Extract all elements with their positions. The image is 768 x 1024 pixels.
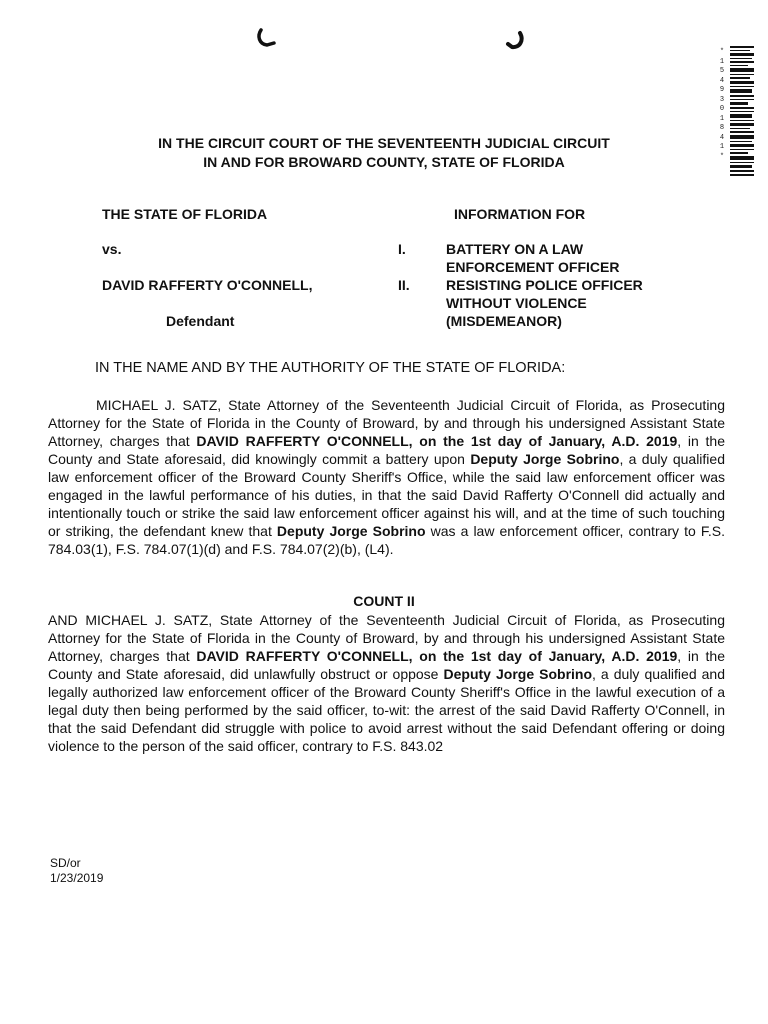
count-2-heading: COUNT II: [353, 593, 415, 609]
count-1-text: , in the County and State aforesaid, did knowingly commit a battery upon: [48, 433, 725, 467]
footer-notes: [50, 856, 103, 886]
count-1-text: was a law enforcement officer, contrary to F.S. 784.03(1), F.S. 784.07(1)(d) and F.S. 784.07(2)(b), (L4).: [48, 523, 725, 557]
preparer-initials: SD/or: [50, 856, 81, 870]
defendant-and-date: DAVID RAFFERTY O'CONNELL, on the 1st day of January, A.D. 2019: [196, 648, 678, 664]
caption-defendant-name: DAVID RAFFERTY O'CONNELL,: [102, 277, 313, 293]
authority-statement: IN THE NAME AND BY THE AUTHORITY OF THE STATE OF FLORIDA:: [95, 360, 566, 376]
charges-list: [446, 240, 643, 330]
count-number-1: I.: [398, 241, 406, 257]
barcode-number: *1549301841*: [719, 48, 725, 161]
count-2-text: , a duly qualified and legally authorized law enforcement officer of the Broward County Sheriff's Office in the lawful execution of a legal duty then being performed by the said officer, to-wit: the arrest of the said David Rafferty O'Connell, in that the said Defendant did struggle with police to avoid arrest without the said Defendant offering or doing violence to the person of the said officer, contrary to F.S. 843.02: [48, 666, 726, 754]
count-2-text: , in the County and State aforesaid, did unlawfully obstruct or oppose: [48, 648, 725, 682]
victim-name: Deputy Jorge Sobrino: [276, 523, 426, 539]
caption-defendant-label: Defendant: [166, 313, 235, 329]
count-1-paragraph: [48, 396, 725, 558]
count-2-paragraph: [48, 611, 725, 755]
punch-hole-mark-right: [504, 30, 526, 52]
count-1-text: , a duly qualified law enforcement officer of the Broward County Sheriff's Office, while the said law enforcement officer was engaged in the lawful performance of his duties, in that the said David Rafferty O'Connell did actually and intentionally touch or strike the said law enforcement officer against his will, and at the time of such touching or striking, the defendant knew that: [48, 451, 725, 539]
charge-line: BATTERY ON A LAW: [446, 241, 584, 257]
victim-name: Deputy Jorge Sobrino: [443, 666, 593, 682]
victim-name: Deputy Jorge Sobrino: [470, 451, 620, 467]
caption-vs: vs.: [102, 241, 122, 257]
punch-hole-mark-left: [255, 26, 277, 48]
caption-information-for: INFORMATION FOR: [454, 206, 586, 222]
charge-line: WITHOUT VIOLENCE: [446, 295, 587, 311]
charge-line: RESISTING POLICE OFFICER: [446, 277, 643, 293]
count-2-text: AND MICHAEL J. SATZ, State Attorney of the Seventeenth Judicial Circuit of Florida, as Prosecuting Attorney for the State of Florida in the County of Broward, by and through his undersigned Assistant State Attorney, charges that: [48, 612, 725, 664]
charge-line: (MISDEMEANOR): [446, 313, 562, 329]
caption-state: THE STATE OF FLORIDA: [102, 206, 268, 222]
count-number-2: II.: [398, 277, 410, 293]
defendant-and-date: DAVID RAFFERTY O'CONNELL, on the 1st day of January, A.D. 2019: [196, 433, 678, 449]
court-heading-line-2: IN AND FOR BROWARD COUNTY, STATE OF FLORIDA: [203, 154, 565, 170]
charge-line: ENFORCEMENT OFFICER: [446, 259, 620, 275]
document-date: 1/23/2019: [50, 871, 104, 885]
court-heading: [0, 134, 768, 172]
court-heading-line-1: IN THE CIRCUIT COURT OF THE SEVENTEENTH JUDICIAL CIRCUIT: [158, 135, 610, 151]
count-1-text: MICHAEL J. SATZ, State Attorney of the Seventeenth Judicial Circuit of Florida, as Prosecuting Attorney for the State of Florida in the County of Broward, by and through his undersigned Assistant State Attorney, charges that: [48, 397, 725, 449]
